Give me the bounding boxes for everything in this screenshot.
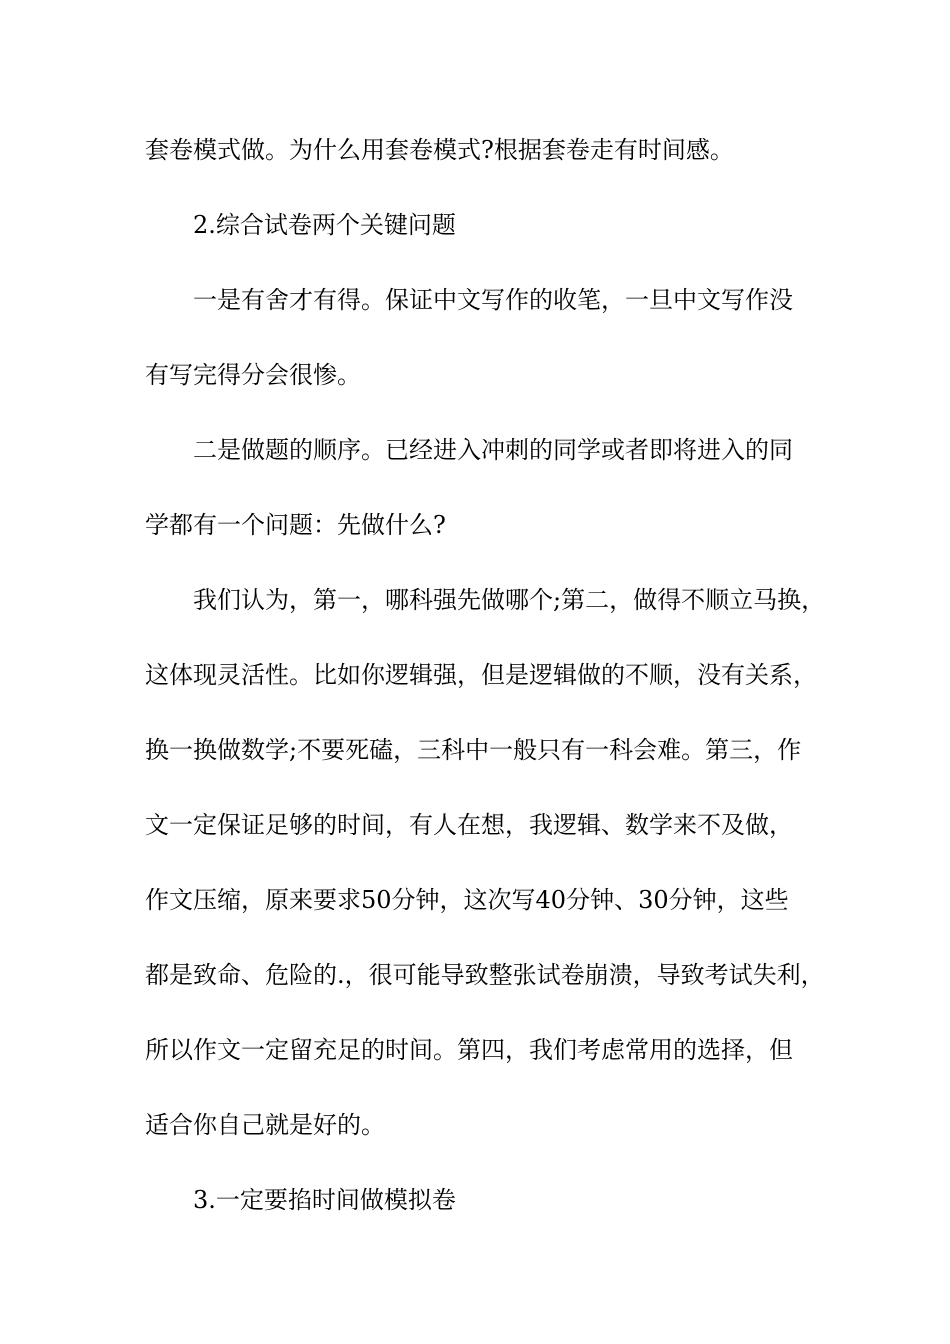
text-line: 有写完得分会很惨。	[145, 361, 361, 389]
text-line: 一是有舍才有得。保证中文写作的收笔，一旦中文写作没	[193, 286, 793, 314]
text-line: 我们认为，第一，哪科强先做哪个;第二，做得不顺立马换，	[193, 586, 825, 614]
section-heading: 2.综合试卷两个关键问题	[193, 211, 456, 239]
text-line: 适合你自己就是好的。	[145, 1111, 385, 1139]
text-line: 学都有一个问题：先做什么?	[145, 511, 446, 539]
text-line: 所以作文一定留充足的时间。第四，我们考虑常用的选择，但	[145, 1036, 793, 1064]
section-heading: 3.一定要掐时间做模拟卷	[193, 1186, 456, 1214]
text-line: 这体现灵活性。比如你逻辑强，但是逻辑做的不顺，没有关系，	[145, 661, 817, 689]
text-line: 套卷模式做。为什么用套卷模式?根据套卷走有时间感。	[145, 136, 734, 164]
text-line: 作文压缩，原来要求50分钟，这次写40分钟、30分钟，这些	[145, 886, 789, 914]
text-line: 文一定保证足够的时间，有人在想，我逻辑、数学来不及做，	[145, 811, 793, 839]
text-line: 二是做题的顺序。已经进入冲刺的同学或者即将进入的同	[193, 436, 793, 464]
text-line: 都是致命、危险的.，很可能导致整张试卷崩溃，导致考试失利，	[145, 961, 825, 989]
text-line: 换一换做数学;不要死磕，三科中一般只有一科会难。第三，作	[145, 736, 802, 764]
